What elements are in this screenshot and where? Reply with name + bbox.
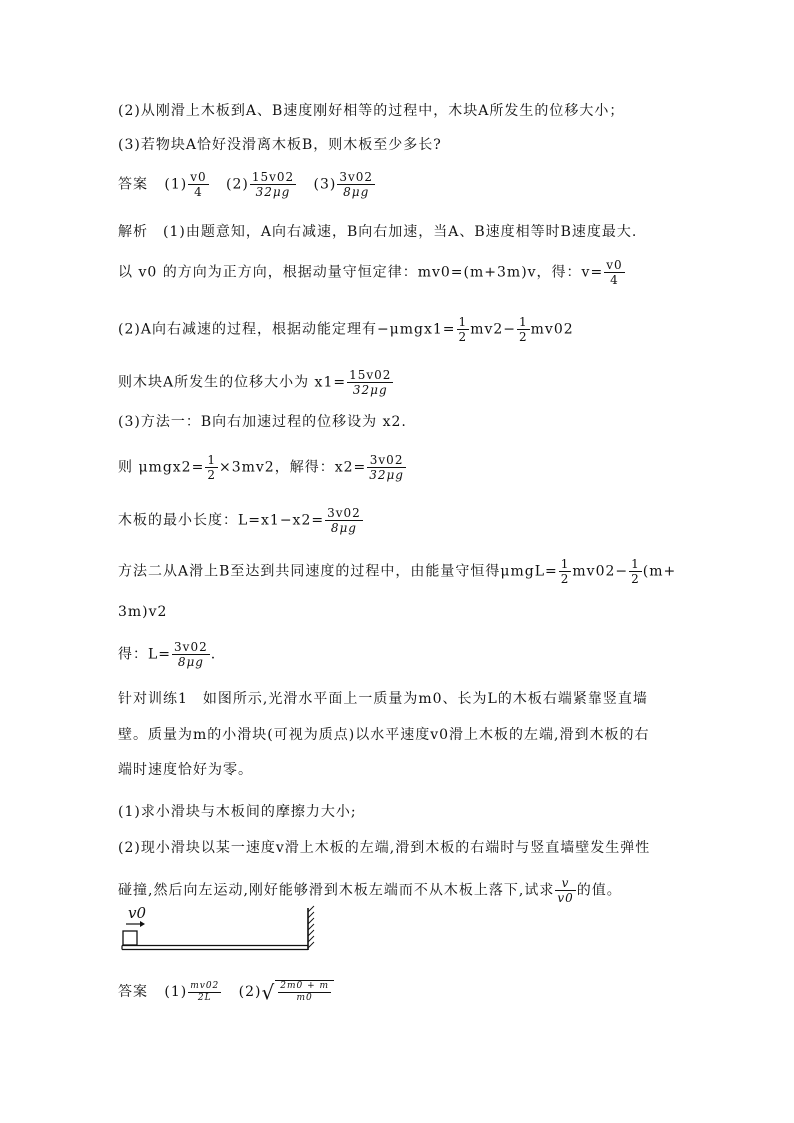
analysis-line-10-fraction [172,640,210,669]
analysis-line-10-text: 得：L= [118,646,172,663]
analysis-line-2-text: 以 v0 的方向为正方向，根据动量守恒定律：mv0=(m+3m)v，得：v= [118,264,604,281]
analysis-line-8-end: (m+ [642,563,677,580]
wall-hatching [308,906,314,948]
practice-q2-text: 碰撞,然后向左运动,刚好能够滑到木板左端而不从木板上落下,试求 [118,882,555,899]
frac-num: 1 [519,315,528,329]
frac-num: 3v02 [367,453,406,468]
analysis-line-10 [118,640,216,669]
analysis-line-8-text: 方法二从A滑上B至达到共同速度的过程中，由能量守恒得μmgL= [118,563,558,580]
frac-den: 2 [519,330,528,344]
analysis-line-5: (3)方法一：B向右加速过程的位移设为 x2. [118,414,407,430]
block [123,931,137,945]
frac-den: 2 [631,572,640,586]
half-fraction [457,315,470,344]
frac-num: v0 [606,258,623,272]
radicand [275,980,334,1004]
frac-den: 8μg [177,655,204,669]
ans1-den: 4 [194,185,203,199]
analysis-line-7-text: 木板的最小长度：L=x1−x2= [118,512,325,529]
half-fraction [205,453,218,482]
frac-num: mv02 [190,980,220,991]
analysis-line-8-mid: mv02− [572,563,629,580]
ans3-prefix: (3) [313,176,337,193]
analysis-line-9: 3m)v2 [118,604,168,620]
ans1-num: v0 [190,170,207,184]
practice-q2-end: 的值。 [576,882,622,899]
analysis-line-3-tail: mv2− [470,321,517,338]
half-fraction [629,557,642,586]
question-3: (3)若物块A恰好没滑离木板B，则木板至少多长? [118,137,442,153]
frac-den: 2 [207,468,216,482]
final-ans1-fraction [188,981,221,1004]
ans2-den: 32μg [255,185,291,199]
board-wall-figure [118,902,328,962]
analysis-line-6-text: 则 μmgx2= [118,459,205,476]
analysis-line-3-end: mv02 [530,321,574,338]
final-answer-label: 答案 [118,984,148,1000]
final-ans2-sqrt [261,980,334,1004]
radical-icon: √ [261,980,276,1005]
ans1-fraction [188,170,208,199]
frac-num: 1 [207,453,216,467]
final-answer-line [118,980,334,1004]
frac-den: 2 [458,330,468,344]
analysis-line-8 [118,557,676,586]
frac-den: 32μg [352,383,388,397]
analysis-line-4-text: 则木块A所发生的位移大小为 x1= [118,374,347,391]
analysis-line-6-fraction [367,453,406,482]
frac-den: 4 [610,273,619,287]
analysis-line-10-end: . [210,646,217,663]
ans2-fraction [250,170,296,199]
ans2-prefix: (2) [225,176,249,193]
frac-den: 2 [560,572,570,586]
frac-num: 2m0 + m [280,981,330,991]
ans3-fraction [337,170,375,199]
frac-num: 1 [560,557,570,571]
practice-question-1: (1)求小滑块与木板间的摩擦力大小; [118,804,357,820]
practice-q2-fraction [555,876,575,905]
final-ans1-prefix: (1) [164,984,188,1000]
analysis-line-6-mid: ×3mv2，解得：x2= [218,459,367,476]
ans1-prefix: (1) [164,176,188,193]
frac-den: 2L [197,992,212,1003]
question-2: (2)从刚滑上木板到A、B速度刚好相等的过程中，木块A所发生的位移大小； [118,103,625,119]
frac-den: 8μg [330,521,357,535]
frac-den: 32μg [369,468,404,482]
answer-label: 答案 [118,176,148,193]
analysis-line-2 [118,258,626,287]
practice-question-2-line-2 [118,876,622,905]
practice-question-2-line-1: (2)现小滑块以某一速度v滑上木板的左端,滑到木板的右端时与竖直墙壁发生弹性 [118,840,651,856]
frac-num: 1 [631,557,640,571]
frac-num: 1 [458,315,468,329]
ans3-den: 8μg [343,185,370,199]
analysis-line-3 [118,315,574,344]
frac-den: m0 [296,993,313,1003]
frac-num: 3v02 [327,506,361,520]
figure-velocity-label: v0 [128,904,147,922]
half-fraction [517,315,530,344]
practice-line-1: 针对训练1 如图所示,光滑水平面上一质量为m0、长为L的木板右端紧靠竖直墙 [118,691,648,707]
analysis-line-7 [118,506,364,535]
analysis-line-1: 解析 (1)由题意知，A向右减速，B向右加速，当A、B速度相等时B速度最大. [118,224,638,240]
analysis-line-3-text: (2)A向右减速的过程，根据动能定理有−μmgx1= [118,321,456,338]
board-diagram [118,902,328,962]
final-ans2-prefix: (2) [238,984,262,1000]
half-fraction [559,557,572,586]
analysis-line-4 [118,368,394,397]
frac-num: v [555,876,575,891]
analysis-line-7-fraction [325,506,363,535]
answer-line [118,170,376,199]
frac-den: v0 [557,891,574,905]
final-ans2-fraction [278,981,331,1004]
analysis-line-6 [118,453,407,482]
analysis-line-2-fraction [604,258,624,287]
ans3-num: 3v02 [339,170,374,184]
practice-line-3: 端时速度恰好为零。 [118,762,253,778]
practice-line-2: 壁。质量为m的小滑块(可视为质点)以水平速度v0滑上木板的左端,滑到木板的右 [118,727,650,743]
frac-num: 3v02 [174,640,208,654]
analysis-line-4-fraction [347,368,393,397]
ans2-num: 15v02 [251,170,295,184]
frac-num: 15v02 [349,368,392,382]
